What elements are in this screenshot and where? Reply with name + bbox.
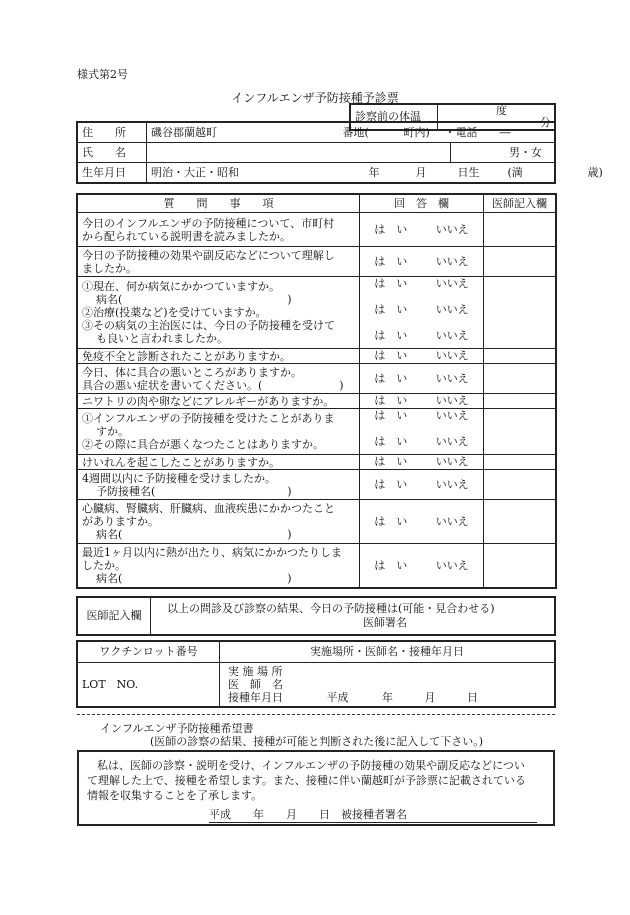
question-text [78,247,360,277]
sex-options[interactable]: 男・女 [509,146,542,159]
answer-no[interactable]: いいえ [422,394,484,409]
doctor-note-cell[interactable] [484,247,556,277]
question-row [78,409,556,455]
dob-month: 月 [415,165,427,179]
question-line: すか。 [96,425,129,438]
form-number: 様式第2号 [77,68,128,81]
question-header: 質 問 事 項 [78,195,360,213]
answer-yes[interactable]: は い [360,349,422,364]
question-row [78,500,556,544]
question-row [78,470,556,500]
question-row [78,247,556,277]
signature-line[interactable]: 平成 年 月 日 被接種者署名 [209,806,537,823]
questionnaire-table [77,194,556,588]
answer-yes[interactable] [360,277,422,349]
question-row [78,455,556,470]
answer-no[interactable]: いいえ [422,349,484,364]
doctor-note-cell[interactable] [484,277,556,349]
question-row [78,364,556,394]
doctor-note-cell[interactable] [484,500,556,544]
question-line: けいれんを起こしたことがありますか。 [82,455,280,469]
answer-option[interactable]: いいえ [435,435,469,448]
question-line: 今日の予防接種の効果や副反応などについて理解し [82,248,335,262]
doctor-note-cell[interactable] [484,394,556,409]
dob-era[interactable]: 明治・大正・昭和 [151,165,239,179]
doctor-note-cell[interactable] [484,213,556,247]
address-value: 磯谷郡蘭越町 [151,125,217,139]
question-line: 心臓病、腎臓病、肝臓病、血液疾患にかかつたこと [82,502,335,515]
lot-header: ワクチンロット番号 [78,642,220,663]
question-text [78,500,360,544]
minute-unit: 分 [540,116,551,129]
question-line: ③その病気の主治医には、今日の予防接種を受けて [82,319,335,332]
question-line: も良いと言われましたか。 [96,332,228,345]
question-line: 具合の悪い症状を書いてください。( ) [82,378,344,392]
date-day: 日 [467,691,478,704]
age-open: (満 [507,165,523,179]
answer-no[interactable]: いいえ [422,247,484,277]
dob-year: 年 [368,165,380,179]
age-close: 歳) [587,165,603,179]
degree-unit: 度 [496,104,507,117]
question-line: 今日のインフルエンザの予防接種について、市町村 [82,216,335,230]
question-line: ニワトリの肉や卵などにアレルギーがありますか。 [82,394,335,408]
answer-option[interactable]: は い [374,435,408,448]
question-text [78,394,360,409]
answer-yes[interactable]: は い [360,470,422,500]
answer-yes[interactable]: は い [360,213,422,247]
question-line: がありますか。 [82,515,159,528]
answer-yes[interactable]: は い [360,500,422,544]
question-text [78,364,360,394]
question-line: 病名( ) [96,528,292,541]
lot-number-field[interactable]: LOT NO. [78,663,220,707]
answer-yes[interactable]: は い [360,247,422,277]
question-text [78,277,360,349]
question-text [78,349,360,364]
answer-header: 回 答 欄 [360,195,484,213]
doctor-note-cell[interactable] [484,455,556,470]
date-heisei: 平成 [326,691,349,704]
place-header: 実施場所・医師名・接種年月日 [220,642,555,663]
name-label: 氏 名 [78,143,147,163]
answer-yes[interactable] [360,409,422,455]
cut-line [77,714,555,715]
question-text [78,409,360,455]
answer-yes[interactable]: は い [360,544,422,588]
question-line: 予防接種名( ) [96,484,292,498]
temperature-label: 診察前の体温 [351,105,438,130]
question-line: 病名( ) [96,572,292,585]
question-row [78,349,556,364]
question-line: したか。 [82,559,126,572]
request-body-line1: 私は、医師の診察・説明を受け、インフルエンザの予防接種の効果や副反応などについ [97,759,525,772]
doctor-section-label: 医師記入欄 [78,598,151,635]
answer-option[interactable]: いいえ [435,277,469,290]
answer-yes[interactable]: は い [360,455,422,470]
name-field[interactable] [147,143,555,163]
question-row [78,277,556,349]
doctor-judgement-text: 以上の問診及び診察の結果、今日の予防接種は(可能・見合わせる) [167,602,495,615]
answer-option[interactable]: いいえ [435,409,469,422]
date-year: 年 [382,691,393,704]
answer-no[interactable]: いいえ [422,213,484,247]
question-line: 病名( ) [96,293,292,306]
doctor-note-cell[interactable] [484,470,556,500]
doctor-note-cell[interactable] [484,544,556,588]
question-text [78,544,360,588]
answer-yes[interactable]: は い [360,394,422,409]
doctor-header: 医師記入欄 [484,195,556,213]
answer-option[interactable]: いいえ [435,303,469,316]
question-text [78,470,360,500]
answer-no[interactable]: いいえ [422,455,484,470]
question-line: ②その際に具合が悪くなつたことはありますか。 [82,438,324,451]
question-row [78,394,556,409]
dob-label: 生年月日 [78,163,147,183]
request-body-line3: 情報を収集することを了承します。 [87,789,263,802]
chonai-label: 町内) [403,125,430,139]
request-body-line2: て理解した上で、接種を希望します。また、接種に伴い蘭越町が予診票に記載されている [87,774,526,787]
question-line: ましたか。 [82,261,137,275]
place-field[interactable] [220,663,555,707]
date-label: 接種年月日 [228,691,283,704]
answer-option[interactable]: は い [374,329,408,342]
answer-option[interactable]: は い [374,277,408,290]
question-line: ②治療(投薬など)を受けていますか。 [82,306,267,319]
question-row [78,544,556,588]
doctor-judgement[interactable] [151,598,555,635]
doctor-section [77,597,555,635]
question-line: 今日、体に具合の悪いところがありますか。 [82,365,302,379]
answer-no[interactable]: いいえ [422,470,484,500]
date-month: 月 [424,691,436,704]
page-title: インフルエンザ予防接種予診票 [231,91,399,105]
dob-field[interactable] [147,163,603,183]
question-line: ①現在、何か病気にかかつていますか。 [82,280,280,293]
doctor-name-label: 医 師 名 [228,678,283,691]
question-line: ①インフルエンザの予防接種を受けたことがありま [82,412,335,425]
personal-info-table [77,122,603,183]
address-field[interactable] [147,123,555,143]
doctor-note-cell[interactable] [484,364,556,394]
dob-day: 日生 [457,165,480,179]
answer-option[interactable]: は い [374,409,408,422]
doctor-signature[interactable]: 医師署名 [363,616,407,629]
lot-table [77,641,555,707]
question-line: 免疫不全と診断されたことがありますか。 [82,349,291,363]
answer-option[interactable]: は い [374,303,408,316]
answer-no[interactable]: いいえ [422,544,484,588]
question-line: 4週間以内に予防接種を受けましたか。 [82,471,276,485]
answer-yes[interactable]: は い [360,364,422,394]
question-text [78,213,360,247]
answer-no[interactable]: いいえ [422,500,484,544]
question-line: 最近1ヶ月以内に熱が出たり、病気にかかつたりしま [82,546,342,559]
address-label: 住 所 [78,123,147,143]
answer-option[interactable]: いいえ [435,329,469,342]
question-text [78,455,360,470]
answer-no[interactable] [422,277,484,349]
phone-label: ・電話 ― [444,125,511,139]
place-label: 実 施 場 所 [228,665,283,678]
request-box [77,750,555,826]
doctor-note-cell[interactable] [484,349,556,364]
request-note: (医師の診察の結果、接種が可能と判断された後に記入して下さい。) [150,735,484,748]
banchi-label: 番地( [342,125,369,139]
answer-no[interactable] [422,409,484,455]
question-row [78,213,556,247]
answer-no[interactable]: いいえ [422,364,484,394]
doctor-note-cell[interactable] [484,409,556,455]
request-title: インフルエンザ予防接種希望書 [100,722,254,735]
question-line: から配られている説明書を読みましたか。 [82,229,291,243]
